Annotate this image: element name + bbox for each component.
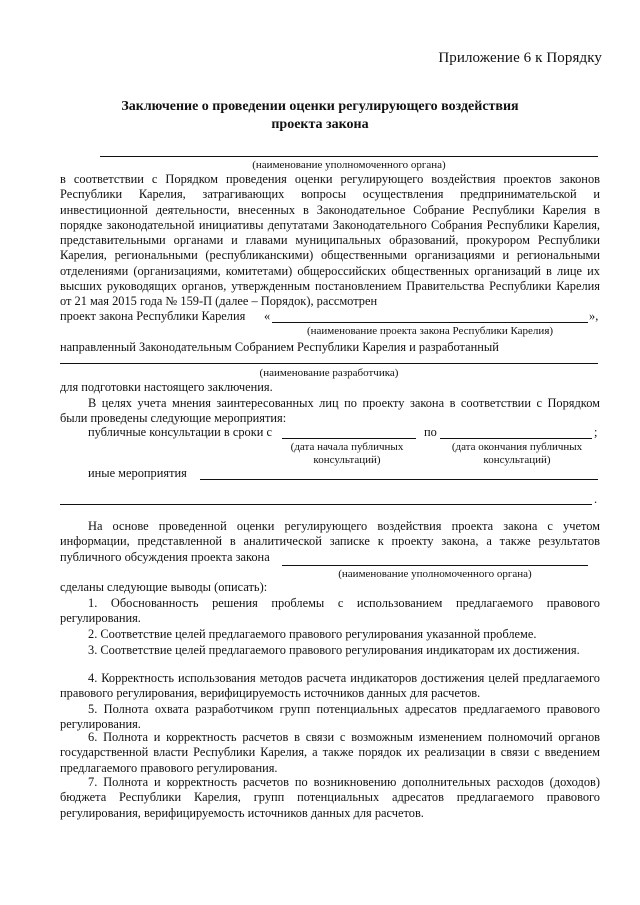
bill-open-quote: « xyxy=(264,309,271,323)
conclusions-intro: сделаны следующие выводы (описать): xyxy=(60,580,268,594)
other-measures-field[interactable] xyxy=(200,479,598,480)
annex-label: Приложение 6 к Порядку xyxy=(438,50,602,66)
conclusion-item-5: 5. Полнота охвата разработчиком групп потенциальных адресатов предлагаемого правового регулирования. xyxy=(60,702,600,732)
bill-name-caption: (наименование проекта закона Республики Карелия) xyxy=(306,325,554,337)
end-date-caption xyxy=(436,441,598,467)
bill-close-quote: », xyxy=(589,309,599,323)
conclusion-item-3: 3. Соответствие целей предлагаемого правового регулирования индикаторам их достижения. xyxy=(88,643,580,657)
consult-to-label: по xyxy=(424,425,437,439)
conclusion-item-2: 2. Соответствие целей предлагаемого правового регулирования указанной проблеме. xyxy=(88,627,537,641)
conclusion-item-1: 1. Обоснованность решения проблемы с использованием предлагаемого правового регулирования. xyxy=(60,596,600,626)
authorized-body-caption: (наименование уполномоченного органа) xyxy=(252,159,446,171)
intro-paragraph: в соответствии с Порядком проведения оценки регулирующего воздействия проектов законов Республики Карелия, затрагивающих вопросы осуществления предпринимательской и инвестиционной деятельности, внесенных в Законодательное Собрание Республики Карелия в порядке законодательной инициативы депутатами Законодательного Собрания Республики Карелия, представительными органами и главами муниципальных образований, прокурором Республики Карелия, региональными (республиканскими) общественными организациями и региональными отделениями (организациями, комитетами) общероссийских общественных организаций в лице их высших руководящих органов, утвержденным постановлением Правительства Республики Карелия от 21 мая 2015 года № 159-П (далее – Порядок), рассмотрен xyxy=(60,172,600,309)
consult-start-field[interactable] xyxy=(282,438,416,439)
document-title xyxy=(0,98,640,134)
developer-field[interactable] xyxy=(60,363,598,364)
other-measures-dot: . xyxy=(594,492,598,506)
start-date-caption-line-2: консультаций) xyxy=(313,454,381,466)
start-date-caption-line-1: (дата начала публичных xyxy=(290,441,404,453)
bill-prefix: проект закона Республики Карелия xyxy=(60,309,246,323)
consult-end-field[interactable] xyxy=(440,438,592,439)
consult-label: публичные консультации в сроки с xyxy=(88,425,272,439)
based-on-text: На основе проведенной оценки регулирующего воздействия проекта закона с учетом информации, представленной в аналитической записке к проекту закона, а также результатов публичного обсуждения проекта закона xyxy=(60,519,600,564)
bill-name-field[interactable] xyxy=(272,322,588,323)
consult-end-mark: ; xyxy=(594,425,598,439)
authorized-body-field-2[interactable] xyxy=(282,565,588,566)
based-on-paragraph xyxy=(60,519,600,565)
sent-by-text: направленный Законодательным Собранием Республики Карелия и разработанный xyxy=(60,340,499,354)
end-date-caption-line-1: (дата окончания публичных xyxy=(451,441,583,453)
developer-caption: (наименование разработчика) xyxy=(259,367,399,379)
title-line-1: Заключение о проведении оценки регулирующего воздействия xyxy=(121,99,519,114)
conclusion-item-7: 7. Полнота и корректность расчетов по возникновению дополнительных расходов (доходов) бюджета Республики Карелия, групп потенциальных адресатов предлагаемого правового регулирования, верифицируемость источников данных для расчетов. xyxy=(60,775,600,820)
title-line-2: проекта закона xyxy=(271,117,369,132)
other-measures-label: иные мероприятия xyxy=(88,466,187,480)
conclusion-item-4: 4. Корректность использования методов расчета индикаторов достижения целей предлагаемого правового регулирования, верифицируемость источников данных для расчетов. xyxy=(60,671,600,701)
authorized-body-caption-2: (наименование уполномоченного органа) xyxy=(338,568,532,580)
other-measures-field-2[interactable] xyxy=(60,504,592,505)
measures-paragraph: В целях учета мнения заинтересованных лиц по проекту закона в соответствии с Порядком были проведены следующие мероприятия: xyxy=(60,396,600,426)
end-date-caption-line-2: консультаций) xyxy=(483,454,551,466)
start-date-caption xyxy=(272,441,422,467)
conclusion-item-6: 6. Полнота и корректность расчетов в связи с возможным изменением полномочий органов государственной власти Республики Карелия, а также порядок их реализации в связи с введением предлагаемого правового регулирования. xyxy=(60,730,600,775)
purpose-text: для подготовки настоящего заключения. xyxy=(60,380,273,394)
authorized-body-field[interactable] xyxy=(100,156,598,157)
